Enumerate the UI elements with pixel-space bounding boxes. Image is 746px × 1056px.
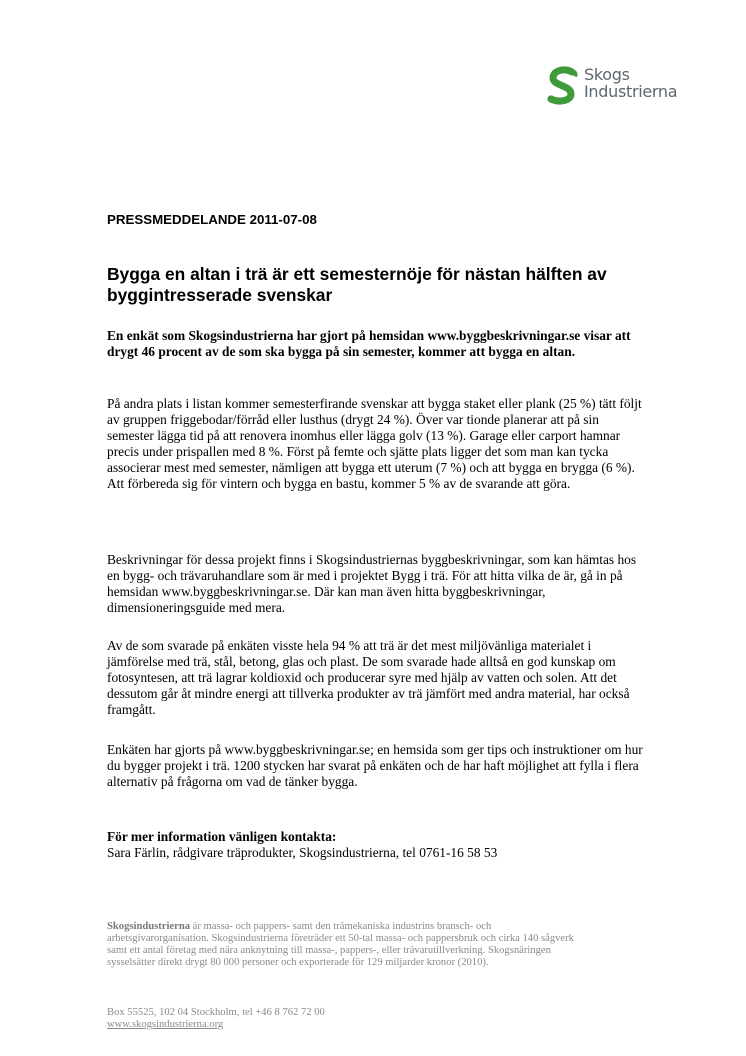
logo-line-2: Industrierna [584,82,678,101]
contact-line: Sara Färlin, rådgivare träprodukter, Skogsindustrierna, tel 0761-16 58 53 [107,845,498,860]
body-paragraph-4: Enkäten har gjorts på www.byggbeskrivningar.se; en hemsida som ger tips och instruktioner om hur du bygger projekt i trä. 1200 stycken har svarat på enkäten och de har haft möjlighet att fylla i flera alternativ på frågorna om vad de tänker bygga. [107,742,643,789]
footer-org-name: Skogsindustrierna [107,921,191,932]
logo-line-1: Skogs [584,65,630,84]
footer-website-link[interactable]: www.skogsindustrierna.org [107,1019,224,1030]
body-paragraph-2: Beskrivningar för dessa projekt finns i Skogsindustriernas byggbeskrivningar, som kan hämtas hos en bygg- och trävaruhandlare som är med i projektet Bygg i trä. För att hitta vilka de är, gå in på hemsidan www.byggbeskrivningar.se. Där kan man även hitta byggbeskrivningar, dimensioneringsguide med mera. [107,552,637,615]
footer-address: Box 55525, 102 04 Stockholm, tel +46 8 762 72 00 [107,1007,325,1018]
body-paragraph-1: På andra plats i listan kommer semesterfirande svenskar att bygga staket eller plank (25 %) tätt följt av gruppen friggebodar/förråd eller lusthus (drygt 24 %). Över var tionde planerar att på sin semester lägga tid på att renovera inomhus eller lägga golv (13 %). Garage eller carport hamnar precis under prispallen med 8 %. Först på femte och sjätte plats ligger det som man kan tycka associerar mest med semester, nämligen att bygga ett uterum (7 %) och att bygga en brygga (6 %). Att förbereda sig för vintern och bygga en bastu, kommer 5 % av de svarande att göra. [107,396,642,491]
press-release-label: PRESSMEDDELANDE 2011-07-08 [107,212,317,227]
contact-block [107,829,647,861]
lead-paragraph: En enkät som Skogsindustrierna har gjort på hemsidan www.byggbeskrivningar.se visar att drygt 46 procent av de som ska bygga på sin semester, kommer att bygga en altan. [107,328,631,359]
headline: Bygga en altan i trä är ett semesternöje för nästan hälften av byggintresserade svenskar [107,264,607,305]
footer-about [107,921,577,969]
logo-wordmark [584,66,677,100]
skogsindustrierna-logo [545,66,705,110]
footer-contact [107,1007,577,1031]
body-paragraph-3: Av de som svarade på enkäten visste hela 94 % att trä är det mest miljövänliga materialet i jämförelse med trä, stål, betong, glas och plast. De som svarade hade alltså en god kunskap om fotosyntesen, att trä lagrar koldioxid och producerar syre med hjälp av vatten och solen. Att det dessutom går åt mindre energi att tillverka produkter av trä jämfört med andra material, har också framgått. [107,638,630,717]
footer-about-text: är massa- och pappers- samt den trämekaniska industrins bransch- och arbetsgivarorganisation. Skogsindustrierna företräder ett 50-tal massa- och pappersbruk och cirka 140 sågverk samt ett antal företag med nära anknytning till massa-, pappers-, eller trävarutillverkning. Skogsnäringen sysselsätter direkt drygt 80 000 personer och exporterade för 129 miljarder kronor (2010). [107,921,574,968]
s-leaf-icon [545,66,581,108]
contact-heading: För mer information vänligen kontakta: [107,829,337,844]
